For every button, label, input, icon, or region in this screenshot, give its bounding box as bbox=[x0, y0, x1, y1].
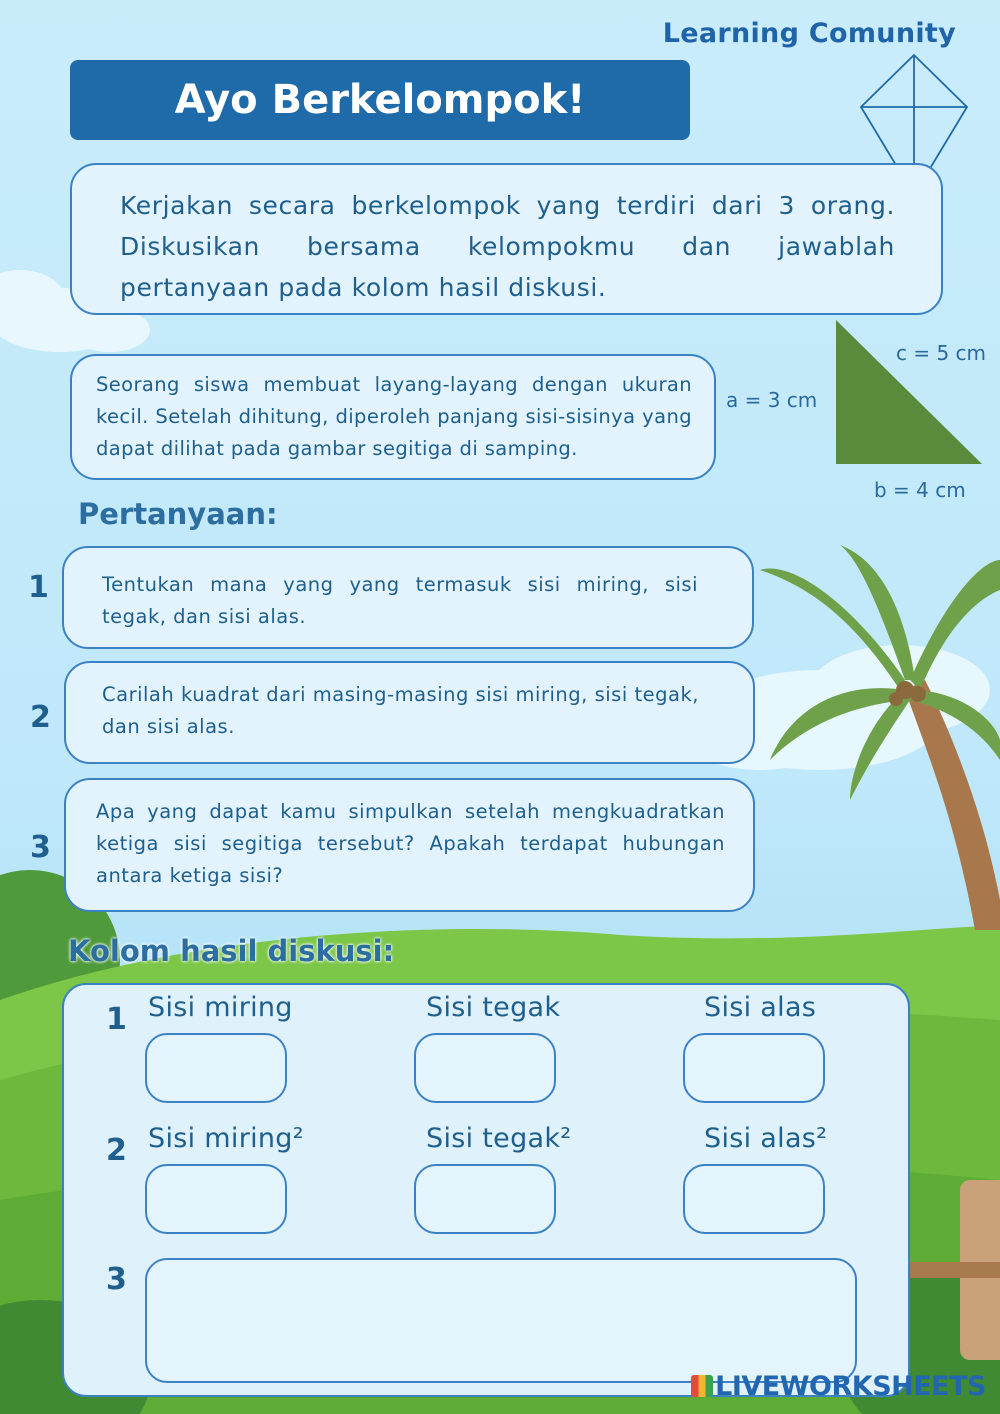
story-box bbox=[70, 354, 716, 480]
answer-label-sisi-alas-squared: Sisi alas² bbox=[704, 1123, 828, 1154]
question-2-box bbox=[64, 661, 755, 764]
answer-row-3-number: 3 bbox=[106, 1262, 127, 1297]
answer-input-sisi-miring-squared[interactable] bbox=[145, 1164, 287, 1234]
question-1-number: 1 bbox=[28, 570, 49, 605]
question-2-text: Carilah kuadrat dari masing-masing sisi miring, sisi tegak, dan sisi alas. bbox=[102, 683, 699, 738]
question-3-text: Apa yang dapat kamu simpulkan setelah mengkuadratkan ketiga sisi segitiga tersebut? Apakah terdapat hubungan antara ketiga sisi? bbox=[96, 800, 725, 887]
questions-heading: Pertanyaan: bbox=[78, 497, 278, 531]
triangle-side-c: c = 5 cm bbox=[896, 341, 987, 365]
page-title: Ayo Berkelompok! bbox=[70, 60, 690, 140]
question-3-number: 3 bbox=[30, 830, 51, 865]
question-1-text: Tentukan mana yang yang termasuk sisi miring, sisi tegak, dan sisi alas. bbox=[102, 573, 698, 628]
answer-input-conclusion[interactable] bbox=[145, 1258, 857, 1383]
instructions-text: Kerjakan secara berkelompok yang terdiri dari 3 orang. Diskusikan bersama kelompokmu dan jawablah pertanyaan pada kolom hasil diskusi. bbox=[120, 191, 895, 302]
liveworksheets-logo-icon bbox=[691, 1375, 713, 1397]
story-text: Seorang siswa membuat layang-layang dengan ukuran kecil. Setelah dihitung, diperoleh panjang sisi-sisinya yang dapat dilihat pada gambar segitiga di samping. bbox=[96, 373, 692, 460]
liveworksheets-watermark bbox=[691, 1371, 986, 1402]
answer-label-sisi-tegak: Sisi tegak bbox=[426, 992, 561, 1023]
discussion-heading: Kolom hasil diskusi: bbox=[68, 934, 395, 968]
instructions-box bbox=[70, 163, 943, 315]
answer-label-sisi-alas: Sisi alas bbox=[704, 992, 817, 1023]
watermark-text: LIVEWORKSHEETS bbox=[715, 1371, 986, 1402]
triangle-side-a: a = 3 cm bbox=[726, 388, 818, 412]
answer-input-sisi-alas[interactable] bbox=[683, 1033, 825, 1103]
answer-input-sisi-miring[interactable] bbox=[145, 1033, 287, 1103]
answer-label-sisi-miring-squared: Sisi miring² bbox=[148, 1123, 304, 1154]
answer-input-sisi-tegak-squared[interactable] bbox=[414, 1164, 556, 1234]
answer-input-sisi-tegak[interactable] bbox=[414, 1033, 556, 1103]
brand-name: Learning Comunity bbox=[662, 18, 956, 49]
answer-row-2-number: 2 bbox=[106, 1133, 127, 1168]
answer-label-sisi-miring: Sisi miring bbox=[148, 992, 293, 1023]
answer-label-sisi-tegak-squared: Sisi tegak² bbox=[426, 1123, 572, 1154]
question-3-box bbox=[64, 778, 755, 912]
answer-row-1-number: 1 bbox=[106, 1002, 127, 1037]
triangle-side-b: b = 4 cm bbox=[874, 478, 966, 502]
answer-input-sisi-alas-squared[interactable] bbox=[683, 1164, 825, 1234]
question-1-box bbox=[62, 546, 754, 649]
question-2-number: 2 bbox=[30, 700, 51, 735]
